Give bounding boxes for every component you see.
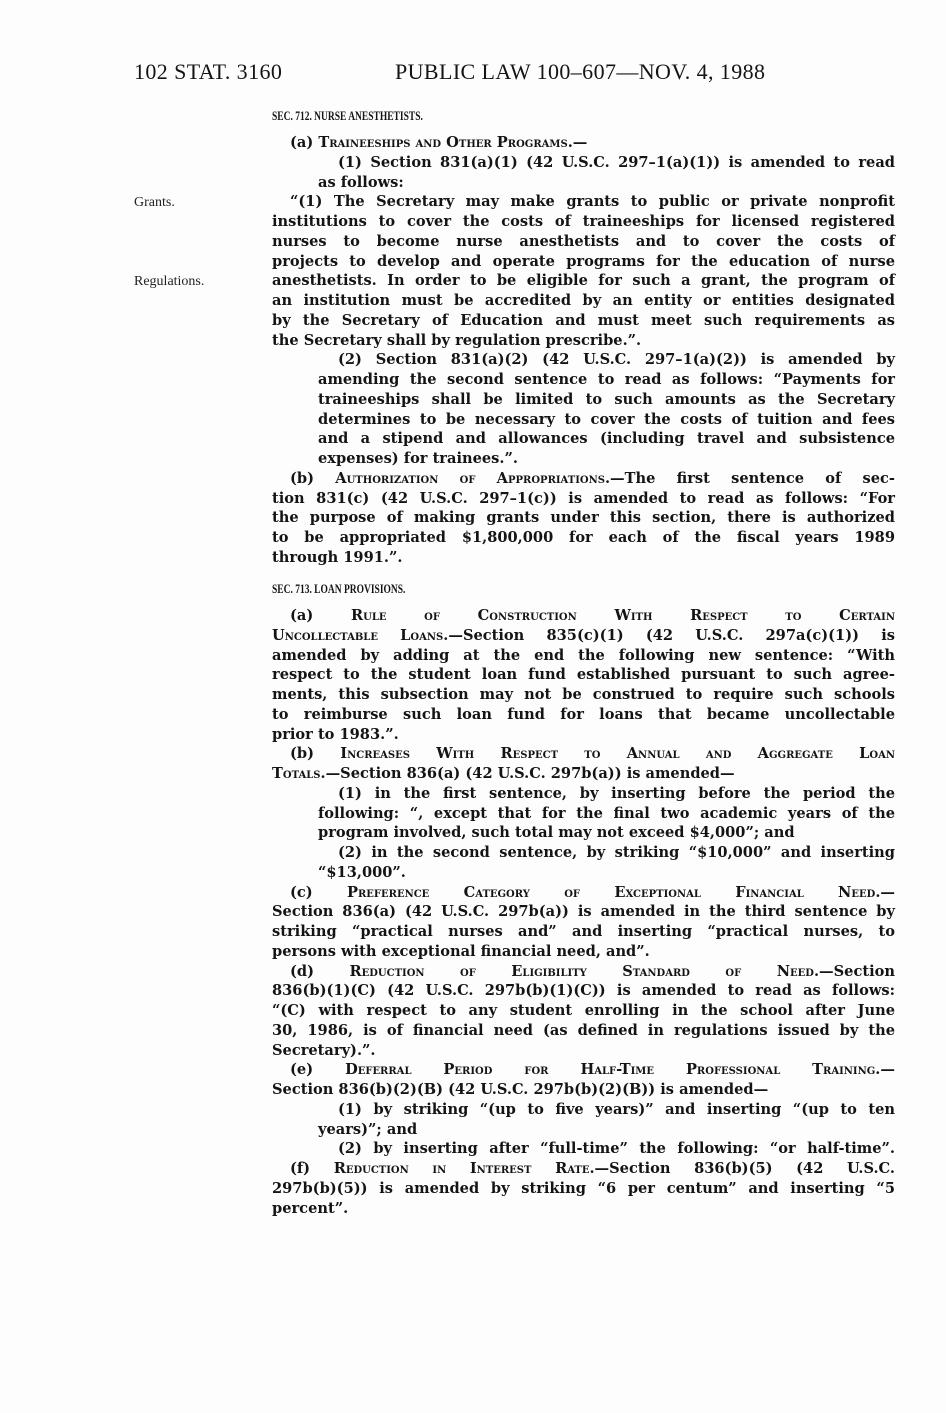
text-line: traineeships shall be limited to such amounts as the Secretary — [318, 390, 895, 408]
text-line: the Secretary shall by regulation prescribe.”. — [272, 331, 642, 349]
paragraph-1-striking — [272, 1100, 895, 1140]
text-line: percent”. — [272, 1199, 349, 1217]
text-line: to be appropriated $1,800,000 for each of the fiscal years 1989 — [272, 529, 895, 546]
subsection-heading: Authorization of Appropriations — [335, 469, 605, 487]
text-line — [272, 744, 895, 764]
text-line: persons with exceptional financial need, and”. — [272, 942, 650, 960]
text-line: 836(b)(1)(C) (42 U.S.C. 297b(b)(1)(C)) is amended to read as follows: — [272, 982, 895, 1000]
text-line: projects to develop and operate programs for the education of nurse — [272, 252, 895, 270]
paragraph-1-first-sentence — [272, 784, 895, 843]
text-line: Section 836(b)(2)(B) (42 U.S.C. 297b(b)(2)(B)) is amended— — [272, 1081, 769, 1098]
text-line: (1) by striking “(up to five years)” and inserting “(up to ten — [338, 1100, 895, 1118]
subsection-b-loan-totals — [272, 744, 895, 784]
text-segment: .— — [875, 1061, 895, 1079]
text-line: anesthetists. In order to be eligible for such a grant, the program of — [272, 272, 895, 290]
text-segment: .—Section 836(b)(5) (42 U.S.C. — [589, 1160, 895, 1177]
text-line — [272, 469, 895, 489]
text-line — [272, 883, 895, 903]
text-segment: (a) — [290, 607, 351, 624]
paragraph-1-amendment — [272, 153, 895, 193]
paragraph-2-second-sentence — [272, 843, 895, 883]
subsection-c-financial-need — [272, 883, 895, 962]
subsection-a-uncollectable-loans — [272, 606, 895, 744]
text-line: and a stipend and allowances (including travel and subsistence — [318, 430, 895, 448]
section-heading — [272, 579, 895, 599]
subsection-d-eligibility-standard — [272, 962, 895, 1061]
text-line: as follows: — [318, 173, 404, 191]
text-line: (1) Section 831(a)(1) (42 U.S.C. 297–1(a)(1)) is amended to read — [338, 153, 895, 171]
text-line: Section 836(a) (42 U.S.C. 297b(a)) is amended in the third sentence by — [272, 903, 895, 921]
subsection-heading: Deferral Period for Half-Time Professional Training — [345, 1061, 876, 1079]
text-line: institutions to cover the costs of traineeships for licensed registered — [272, 213, 895, 230]
text-line: years)”; and — [318, 1120, 418, 1138]
text-line: amended by adding at the end the following new sentence: “With — [272, 646, 895, 664]
section-heading-text: SEC. 712. NURSE ANESTHETISTS. — [272, 108, 423, 123]
text-line: (1) in the first sentence, by inserting before the period the — [338, 784, 895, 802]
text-line: through 1991.”. — [272, 548, 403, 566]
section-heading — [272, 106, 895, 126]
text-line: program involved, such total may not exceed $4,000”; and — [318, 824, 795, 842]
text-segment: (c) — [290, 883, 348, 901]
subsection-a-traineeships — [272, 133, 895, 153]
text-segment: (f) — [290, 1160, 334, 1177]
paragraph-2-amendment — [272, 350, 895, 469]
text-line: tion 831(c) (42 U.S.C. 297–1(c)) is amended to read as follows: “For — [272, 489, 895, 507]
paragraph-2-inserting — [272, 1139, 895, 1159]
subsection-f-interest-rate — [272, 1159, 895, 1218]
text-line: the purpose of making grants under this section, there is authorized — [272, 509, 895, 527]
text-line: determines to be necessary to cover the costs of tuition and fees — [318, 410, 895, 428]
text-segment: (a) — [290, 134, 319, 151]
text-line — [272, 133, 895, 153]
text-line: by the Secretary of Education and must meet such requirements as — [272, 311, 895, 329]
text-segment: .— — [567, 134, 588, 151]
text-line: striking “practical nurses and” and inserting “practical nurses, to — [272, 923, 895, 940]
section-712 — [272, 106, 895, 568]
subsection-heading: Totals — [272, 765, 321, 782]
text-line — [272, 1159, 895, 1179]
text-line: “$13,000”. — [318, 863, 406, 881]
quoted-grant-provision — [272, 192, 895, 350]
text-line: (2) Section 831(a)(2) (42 U.S.C. 297–1(a)(2)) is amended by — [338, 351, 895, 369]
text-line: an institution must be accredited by an entity or entities designated — [272, 292, 895, 309]
text-line: to reimburse such loan fund for loans that became uncollectable — [272, 705, 895, 723]
text-line: expenses) for trainees.”. — [318, 450, 518, 467]
text-line — [272, 962, 895, 982]
text-line: prior to 1983.”. — [272, 725, 399, 743]
statute-text — [272, 106, 895, 1218]
text-line: amending the second sentence to read as follows: “Payments for — [318, 371, 895, 388]
text-line — [272, 626, 895, 646]
law-citation: PUBLIC LAW 100–607—NOV. 4, 1988 — [395, 59, 766, 84]
text-segment: .—Section 835(c)(1) (42 U.S.C. 297a(c)(1)) is — [443, 626, 895, 644]
text-line — [272, 1060, 895, 1080]
text-segment: (d) — [290, 962, 350, 980]
text-line: 297b(b)(5)) is amended by striking “6 per centum” and inserting “5 — [272, 1179, 895, 1197]
text-line: following: “, except that for the final two academic years of the — [318, 804, 895, 822]
text-line: (2) by inserting after “full-time” the following: “or half-time”. — [338, 1140, 895, 1158]
text-segment: (e) — [290, 1061, 346, 1079]
subsection-heading: Reduction of Eligibility Standard of Need — [349, 962, 814, 980]
subsection-heading: Traineeships and Other Programs — [318, 134, 568, 151]
text-line: “(1) The Secretary may make grants to public or private nonprofit — [290, 193, 895, 211]
margin-note-regulations: Regulations. — [134, 274, 205, 289]
section-heading-text: SEC. 713. LOAN PROVISIONS. — [272, 581, 406, 596]
text-segment: (b) — [290, 469, 336, 487]
text-line: 30, 1986, is of financial need (as defined in regulations issued by the — [272, 1021, 895, 1039]
subsection-heading: Rule of Construction With Respect to Certain — [350, 607, 895, 624]
text-line: respect to the student loan fund established pursuant to such agree- — [272, 666, 895, 684]
text-line: Secretary).”. — [272, 1041, 376, 1059]
section-713 — [272, 579, 895, 1218]
text-line — [272, 764, 895, 784]
running-header — [0, 59, 946, 85]
subsection-heading: Preference Category of Exceptional Financial Need — [347, 883, 876, 901]
text-line: (2) in the second sentence, by striking “$10,000” and inserting — [338, 844, 895, 861]
text-line — [272, 606, 895, 626]
margin-note-grants: Grants. — [134, 195, 175, 210]
text-segment: .—Section — [813, 962, 895, 980]
text-segment: .—The first sentence of sec- — [604, 469, 895, 487]
text-line: ments, this subsection may not be construed to require such schools — [272, 686, 895, 703]
text-segment: (b) — [290, 745, 341, 763]
text-line: “(C) with respect to any student enrolling in the school after June — [272, 1002, 895, 1019]
subsection-b-appropriations — [272, 469, 895, 568]
page-citation: 102 STAT. 3160 — [134, 59, 283, 84]
subsection-heading: Reduction in Interest Rate — [333, 1160, 590, 1177]
text-segment: .— — [875, 883, 895, 901]
subsection-heading: Uncollectable Loans — [272, 626, 444, 644]
text-segment: .—Section 836(a) (42 U.S.C. 297b(a)) is amended— — [320, 765, 735, 782]
subsection-heading: Increases With Respect to Annual and Aggregate Loan — [340, 745, 895, 763]
text-line: nurses to become nurse anesthetists and to cover the costs of — [272, 232, 895, 250]
subsection-e-deferral-period — [272, 1060, 895, 1100]
